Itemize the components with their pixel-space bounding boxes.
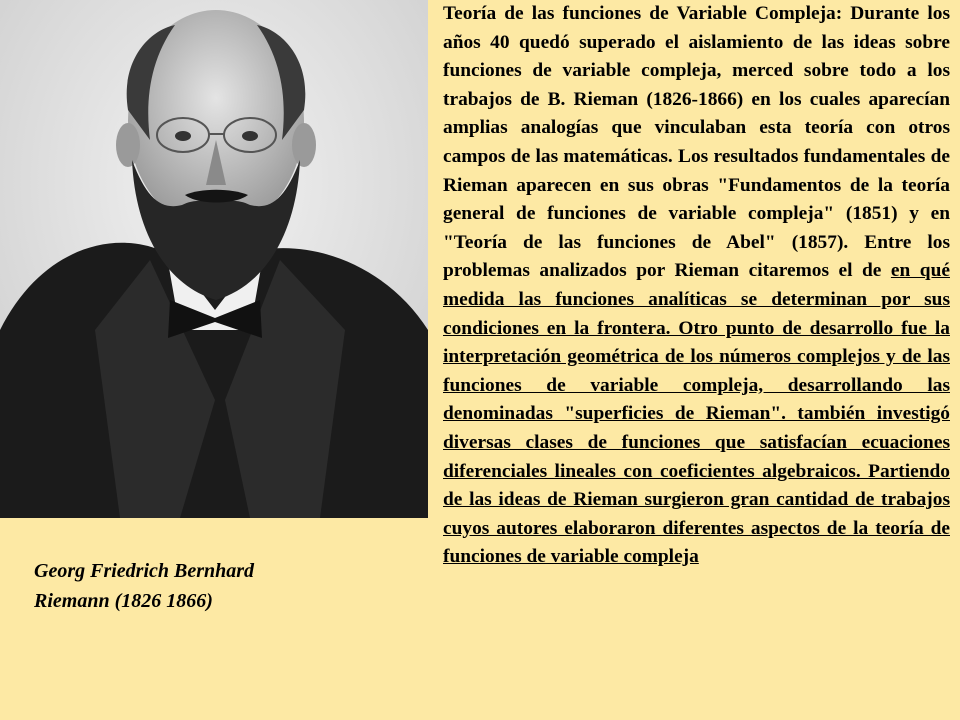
- caption-dates-line: Riemann (1826 1866): [34, 590, 213, 612]
- article-title: Teoría de las funciones de Variable Compleja:: [443, 3, 843, 24]
- article-underlined-passage: en qué medida las funciones analíticas se determinan por sus condiciones en la frontera. Otro punto de desarrollo fue la interpretación geométrica de los números complejos y de las funciones de variable compleja, desarrollando las denominadas "superficies de Rieman". también investigó diversas clases de funciones que satisfacían ecuaciones diferenciales lineales con coeficientes algebraicos. Partiendo de las ideas de Rieman surgieron gran cantidad de trabajos cuyos autores elaboraron diferentes aspectos de la teoría de funciones de variable compleja: [443, 260, 950, 568]
- caption-name-line: Georg Friedrich Bernhard: [34, 560, 255, 582]
- portrait-illustration: [0, 0, 428, 518]
- portrait-caption: [34, 556, 414, 616]
- article-text: [443, 0, 950, 720]
- portrait-photo: [0, 0, 428, 518]
- article-intro: Durante los años 40 quedó superado el aislamiento de las ideas sobre funciones de variable compleja, merced sobre todo a los trabajos de B. Rieman (1826-1866) en los cuales aparecían amplias analogías que vinculaban esta teoría con otros campos de las matemáticas. Los resultados fundamentales de Rieman aparecen en sus obras "Fundamentos de la teoría general de funciones de variable compleja" (1851) y en "Teoría de las funciones de Abel" (1857). Entre los problemas analizados por Rieman citaremos el de: [443, 3, 950, 282]
